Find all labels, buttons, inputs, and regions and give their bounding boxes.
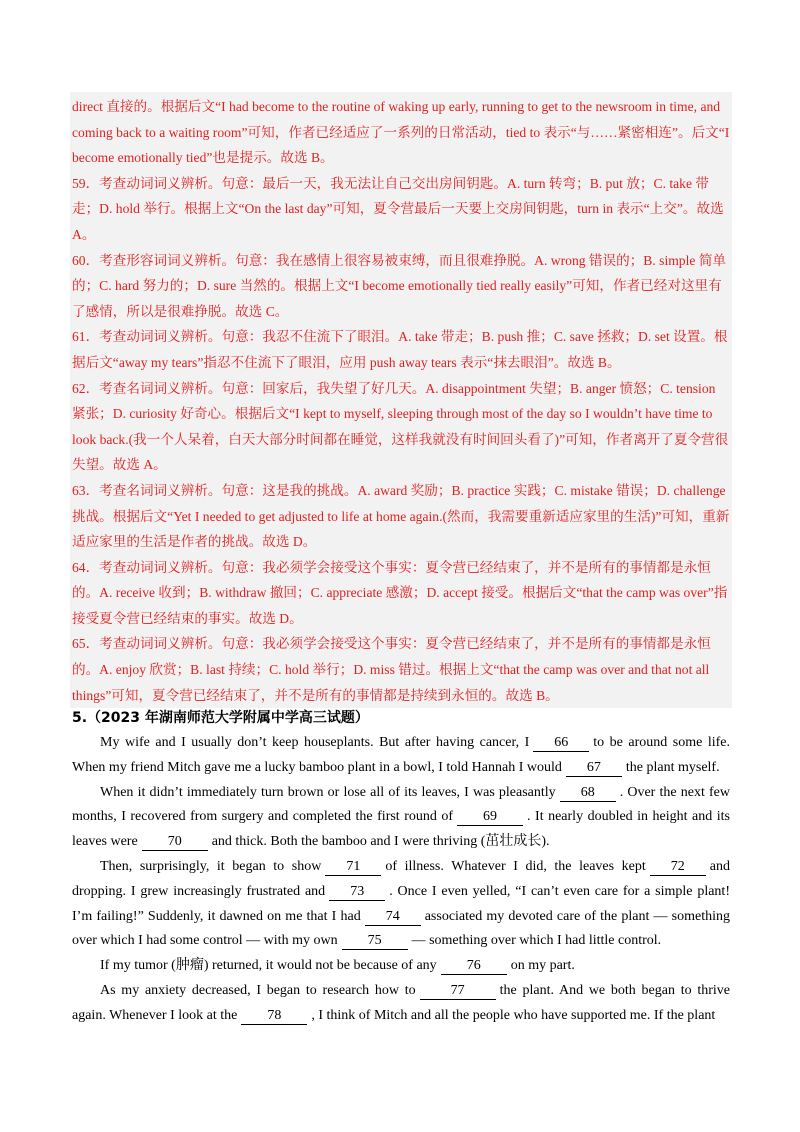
- passage-text: of illness. Whatever I did, the leaves kept: [385, 858, 646, 874]
- answer-item: 65．考查动词词义辨析。句意：我必须学会接受这个事实：夏令营已经结束了，并不是所有的事情都是永恒的。A. enjoy 欣赏；B. last 持续；C. hold 举行；D. miss 错过。根据上文“that the camp was over and that not all things”可知，夏令营已经结束了，并不是所有的事情都是持续到永恒的。故选 B。: [72, 636, 711, 703]
- answer-item: 59．考查动词词义辨析。句意：最后一天，我无法让自己交出房间钥匙。A. turn 转弯；B. put 放；C. take 带走；D. hold 举行。根据上文“On the last day”可知，夏令营最后一天要上交房间钥匙，turn in 表示“上交”。故选 A。: [72, 175, 724, 242]
- passage-text: If my tumor (肿瘤) returned, it would not be because of any: [100, 958, 437, 974]
- blank-69: 69: [457, 809, 523, 826]
- passage-text: When it didn’t immediately turn brown or lose all of its leaves, I was pleasantly: [100, 784, 556, 800]
- passage-text: associated my devoted care of the plant — something over which I had some control — with my own: [72, 908, 731, 949]
- answer-item: 64．考查动词词义辨析。句意：我必须学会接受这个事实：夏令营已经结束了，并不是所有的事情都是永恒的。A. receive 收到；B. withdraw 撤回；C. appreciate 感激；D. accept 接受。根据后文“that the camp was over”指接受夏令营已经结束的事实。故选 D。: [72, 559, 728, 626]
- answer-explanations: [70, 92, 732, 708]
- passage-text: . Once I even yelled, “I can’t even care for a simple plant! I’m failing!” Suddenly, it dawned on me that I had: [72, 883, 730, 924]
- blank-78: 78: [241, 1008, 307, 1025]
- answer-item: 63．考查名词词义辨析。句意：这是我的挑战。A. award 奖励；B. practice 实践；C. mistake 错误；D. challenge 挑战。根据后文“Yet I needed to get adjusted to life at home again.(然而，我需要重新适应家里的生活)”可知，重新适应家里的生活是作者的挑战。故选 D。: [72, 482, 730, 550]
- passage-text: Then, surprisingly, it began to show: [100, 858, 322, 874]
- blank-67: 67: [566, 760, 622, 777]
- passage-paragraph: [72, 954, 730, 979]
- cloze-passage: [72, 731, 730, 1029]
- blank-74: 74: [365, 909, 421, 926]
- passage-text: . It nearly doubled in height and its leaves were: [72, 809, 730, 850]
- passage-paragraph: [72, 855, 730, 954]
- blank-73: 73: [329, 884, 385, 901]
- passage-paragraph: [72, 781, 730, 855]
- passage-text: As my anxiety decreased, I began to research how to: [100, 982, 416, 998]
- blank-68: 68: [560, 785, 616, 802]
- question-header: 5.（2023 年湖南师范大学附属中学高三试题）: [72, 710, 369, 726]
- passage-text: — something over which I had little control.: [411, 933, 662, 949]
- blank-76: 76: [441, 958, 507, 975]
- passage-text: My wife and I usually don’t keep houseplants. But after having cancer, I: [100, 735, 530, 750]
- blank-75: 75: [342, 933, 408, 950]
- answer-item: 60．考查形容词词义辨析。句意：我在感情上很容易被束缚，而且很难挣脱。A. wrong 错误的；B. simple 简单的；C. hard 努力的；D. sure 当然的。根据上文“I become emotionally tied really easily”可知，作者已经对这里有了感情，所以是很难挣脱。故选 C。: [72, 252, 727, 319]
- blank-71: 71: [325, 859, 381, 876]
- passage-text: and thick. Both the bamboo and I were thriving (茁壮成长).: [211, 834, 550, 850]
- blank-77: 77: [420, 983, 496, 1000]
- passage-text: the plant myself.: [625, 759, 720, 775]
- answer-item: direct 直接的。根据后文“I had become to the routine of waking up early, running to get to the newsroom in time, and coming back to a waiting room”可知，作者已经适应了一系列的日常活动，tied to 表示“与……紧密相连”。后文“I become emotionally tied”也是提示。故选 B。: [72, 99, 730, 166]
- passage-paragraph: [72, 979, 730, 1029]
- passage-text: , I think of Mitch and all the people who have supported me. If the plant: [311, 1007, 716, 1023]
- passage-text: on my part.: [510, 958, 575, 974]
- answer-item: 61．考查动词词义辨析。句意：我忍不住流下了眼泪。A. take 带走；B. push 推；C. save 拯救；D. set 设置。根据后文“away my tears”指忍不住流下了眼泪，应用 push away tears 表示“抹去眼泪”。故选 B。: [72, 329, 728, 370]
- passage-text: and dropping. I grew increasingly frustrated and: [72, 858, 730, 899]
- answer-item: 62．考查名词词义辨析。句意：回家后，我失望了好几天。A. disappointment 失望；B. anger 愤怒；C. tension 紧张；D. curiosity 好奇心。根据后文“I kept to myself, sleeping through most of the day so I wouldn’t have time to look back.(我一个人呆着，白天大部分时间都在睡觉，这样我就没有时间回头看了)”可知，作者离开了夏令营很失望。故选 A。: [72, 380, 729, 473]
- blank-70: 70: [142, 834, 208, 851]
- blank-66: 66: [533, 735, 589, 752]
- passage-text: to be around some life. When my friend Mitch gave me a lucky bamboo plant in a bowl, I told Hannah I would: [72, 735, 730, 775]
- passage-paragraph: [72, 731, 730, 781]
- blank-72: 72: [650, 859, 706, 876]
- passage-text: . Over the next few months, I recovered from surgery and completed the first round of: [72, 784, 730, 825]
- passage-text: the plant. And we both began to thrive again. Whenever I look at the: [72, 982, 730, 1023]
